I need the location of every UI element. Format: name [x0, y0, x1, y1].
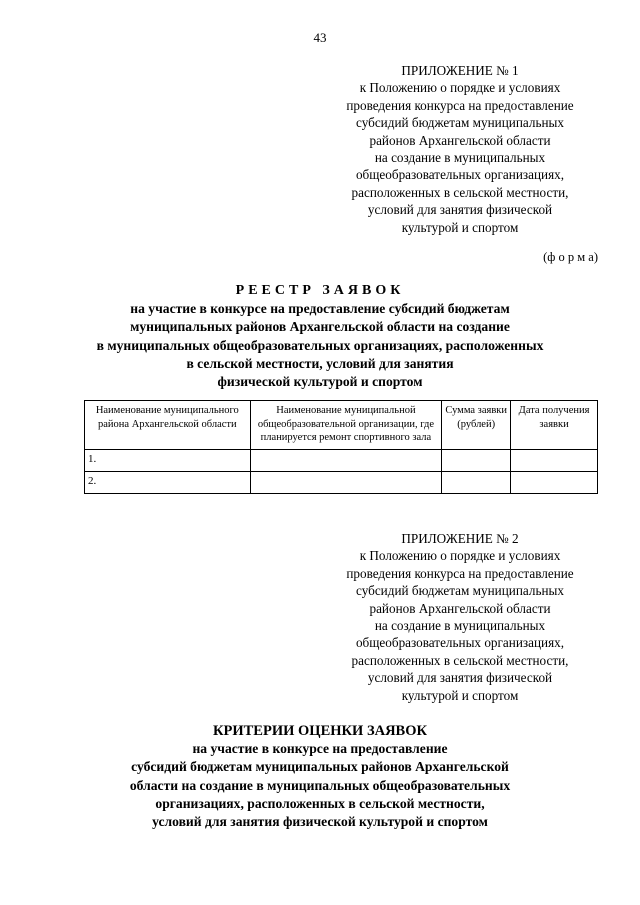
criteria-subtitle-line: области на создание в муниципальных общеобразовательных [129, 777, 511, 793]
appendix-1-line: районов Архангельской области [369, 132, 551, 148]
form-note: (ф о р м а) [543, 250, 598, 264]
appendix-2-line: проведения конкурса на предоставление [346, 565, 574, 581]
table-cell [511, 471, 598, 493]
page-number: 43 [313, 30, 327, 45]
appendix-1-line: на создание в муниципальных [374, 150, 546, 166]
registry-subtitle-line: физической культурой и спортом [217, 374, 423, 390]
appendix-1-line: условий для занятия физической [367, 202, 553, 218]
table-cell [511, 449, 598, 471]
table-header-row [85, 401, 598, 450]
appendix-1-title: ПРИЛОЖЕНИЕ № 1 [401, 63, 519, 78]
table-cell: 2. [85, 471, 251, 493]
criteria-subtitle-line: организациях, расположенных в сельской местности, [155, 795, 485, 811]
registry-table [84, 400, 598, 494]
column-header: Сумма заявки (рублей) [442, 401, 511, 450]
appendix-1-line: расположенных в сельской местности, [351, 184, 569, 200]
appendix-1-line: проведения конкурса на предоставление [346, 97, 574, 113]
table-cell [442, 449, 511, 471]
appendix-1-line: общеобразовательных организациях, [355, 167, 565, 183]
table-row [85, 471, 598, 493]
table-row [85, 449, 598, 471]
appendix-2-line: расположенных в сельской местности, [351, 652, 569, 668]
registry-subtitle-line: в муниципальных общеобразовательных организациях, расположенных [96, 337, 544, 353]
column-header: Дата получения заявки [511, 401, 598, 450]
appendix-2-line: культурой и спортом [401, 687, 519, 703]
table-cell [250, 471, 442, 493]
table-cell: 1. [85, 449, 251, 471]
appendix-2-header [300, 530, 620, 704]
column-header: Наименование муниципального района Архангельской области [85, 401, 251, 450]
registry-title-block [0, 282, 640, 391]
criteria-subtitle-line: на участие в конкурсе на предоставление [192, 741, 448, 757]
appendix-1-line: культурой и спортом [401, 219, 519, 235]
criteria-title: КРИТЕРИИ ОЦЕНКИ ЗАЯВОК [212, 723, 428, 739]
registry-title: РЕЕСТР ЗАЯВОК [235, 283, 405, 298]
criteria-title-block [0, 722, 640, 831]
appendix-2-line: к Положению о порядке и условиях [359, 548, 561, 564]
appendix-1-header [300, 62, 620, 236]
criteria-subtitle-line: условий для занятия физической культурой и спортом [152, 814, 488, 830]
appendix-1-line: субсидий бюджетам муниципальных [356, 115, 564, 131]
appendix-2-line: условий для занятия физической [367, 670, 553, 686]
appendix-2-title: ПРИЛОЖЕНИЕ № 2 [401, 531, 519, 546]
registry-subtitle-line: на участие в конкурсе на предоставление субсидий бюджетам [130, 301, 510, 317]
appendix-2-line: субсидий бюджетам муниципальных [356, 583, 564, 599]
criteria-subtitle-line: субсидий бюджетам муниципальных районов Архангельской [131, 759, 509, 775]
table-cell [250, 449, 442, 471]
registry-subtitle-line: в сельской местности, условий для занятия [186, 355, 454, 371]
appendix-2-line: на создание в муниципальных [374, 618, 546, 634]
appendix-2-line: районов Архангельской области [369, 600, 551, 616]
column-header: Наименование муниципальной общеобразовательной организации, где планируется ремонт спортивного зала [250, 401, 442, 450]
appendix-2-line: общеобразовательных организациях, [355, 635, 565, 651]
appendix-1-line: к Положению о порядке и условиях [359, 80, 561, 96]
registry-subtitle-line: муниципальных районов Архангельской области на создание [130, 319, 510, 335]
table-cell [442, 471, 511, 493]
